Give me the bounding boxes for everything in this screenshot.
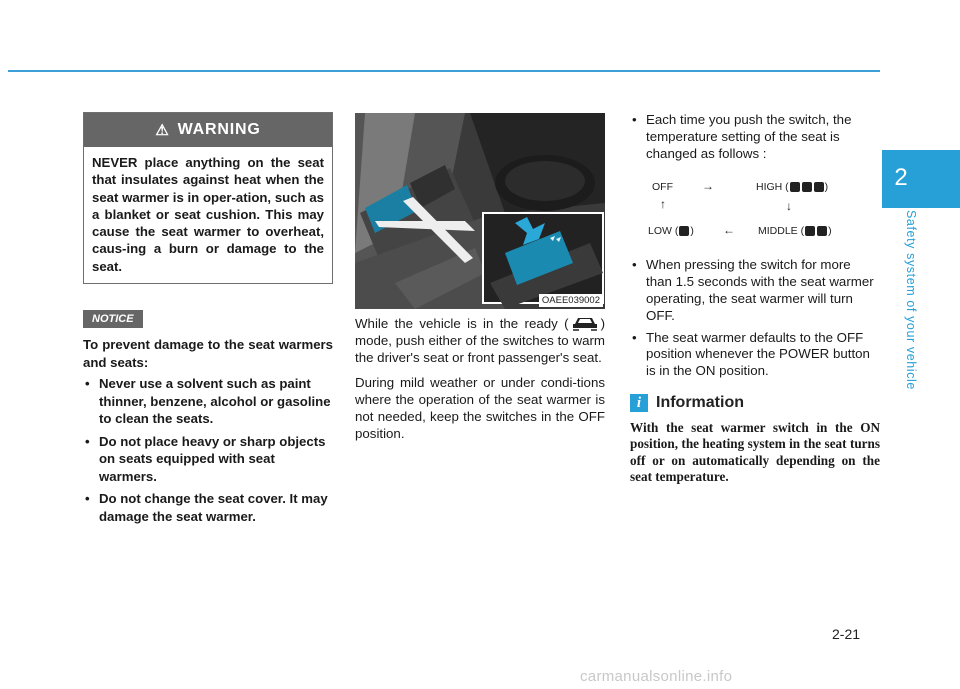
chapter-tab[interactable] — [882, 150, 960, 208]
cycle-off: OFF — [652, 181, 673, 194]
cycle-close: ) — [690, 225, 694, 238]
cycle-low-text: LOW ( — [648, 225, 679, 238]
notice-badge: NOTICE — [83, 310, 143, 328]
list-item: • Do not change the seat cover. It may damage the seat warmer. — [83, 490, 333, 525]
p1-end: ) mode, push either of the switches to warm the driver's seat or front passenger's seat. — [355, 316, 605, 366]
chapter-number: 2 — [894, 164, 908, 191]
middle-level-icon — [804, 226, 828, 239]
information-text: With the seat warmer switch in the ON position, the heating system in the seat turns off or on automatically depending on the seat temperature. — [630, 419, 880, 485]
list-item: • Do not place heavy or sharp objects on seats equipped with seat warmers. — [83, 433, 333, 486]
information-header — [630, 394, 880, 412]
list-item: • Never use a solvent such as paint thinner, benzene, alcohol or gasoline to clean the seats. — [83, 375, 333, 428]
chapter-label — [898, 210, 918, 400]
behavior-list — [630, 257, 880, 380]
left-column — [83, 112, 333, 530]
arrow-down-icon: ↓ — [786, 199, 792, 214]
warning-triangle-icon: ⚠ — [155, 122, 170, 139]
watermark: carmanualsonline.info — [580, 668, 733, 685]
notice-intro: To prevent damage to the seat warmers and seats: — [83, 337, 333, 370]
ready-mode-paragraph — [355, 315, 605, 367]
list-item: • The seat warmer defaults to the OFF position whenever the POWER button is in the ON position. — [630, 330, 880, 380]
temperature-cycle-diagram — [630, 167, 880, 253]
cycle-close: ) — [828, 225, 832, 238]
switch-list — [630, 112, 880, 162]
notice-list — [83, 375, 333, 525]
arrow-left-icon: ← — [723, 223, 735, 238]
header-rule — [8, 70, 880, 72]
cycle-high-text: HIGH ( — [756, 181, 789, 194]
cycle-high — [756, 181, 828, 195]
cycle-low — [648, 225, 694, 239]
seat-warmer-switch-photo — [355, 113, 605, 309]
warning-box — [83, 112, 333, 284]
console-illustration — [355, 113, 605, 309]
list-item: • When pressing the switch for more than 1.5 seconds with the seat warmer operating, the seat warmer will turn OFF. — [630, 257, 880, 324]
info-icon: i — [630, 394, 648, 412]
right-column — [630, 112, 880, 486]
middle-column — [355, 113, 605, 442]
list-item: • Each time you push the switch, the temperature setting of the seat is changed as follows : — [630, 112, 880, 162]
cycle-close: ) — [824, 181, 829, 194]
p1-start: While the vehicle is in the ready ( — [355, 316, 569, 331]
high-level-icon — [789, 182, 825, 195]
cycle-middle — [758, 225, 832, 239]
cycle-middle-text: MIDDLE ( — [758, 225, 805, 238]
image-code: OAEE039002 — [539, 294, 603, 307]
warning-text: NEVER place anything on the seat that insulates against heat when the seat warmer is in oper-ation, such as a blanket or seat cushion. This may cause the seat warmer to overheat, caus-ing a burn or damage to the seat. — [92, 155, 324, 274]
mild-weather-paragraph: During mild weather or under condi-tions where the operation of the seat warmer is not needed, keep the switches in the OFF position. — [355, 374, 605, 442]
arrow-up-icon: ↑ — [660, 197, 666, 212]
arrow-right-icon: → — [702, 179, 714, 194]
chapter-label-text: Safety system of your vehicle — [904, 210, 918, 390]
information-title: Information — [656, 393, 744, 411]
warning-title: WARNING — [177, 121, 261, 138]
ready-car-icon — [571, 315, 599, 331]
low-level-icon — [678, 226, 690, 239]
page-number: 2-21 — [832, 626, 861, 642]
warning-header — [84, 113, 332, 147]
